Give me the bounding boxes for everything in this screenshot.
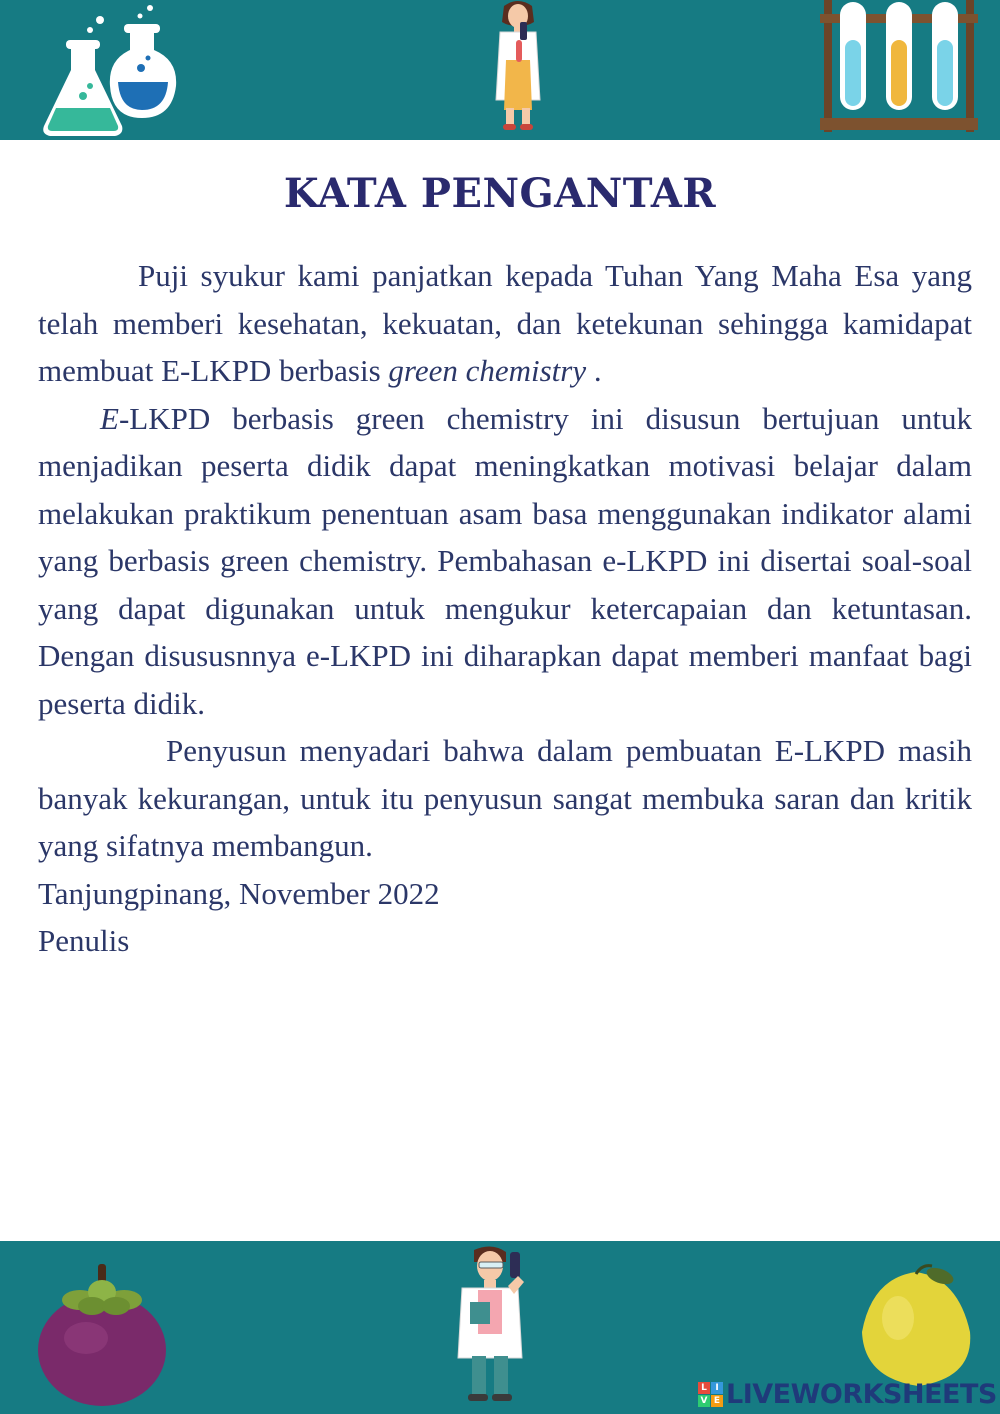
liveworksheets-watermark — [698, 1379, 997, 1409]
watermark-tile-v: V — [698, 1395, 710, 1407]
scientist-man-icon — [452, 1246, 532, 1406]
test-tube-rack-icon — [820, 0, 978, 135]
watermark-tile-e: E — [711, 1395, 723, 1407]
paragraph-purpose — [38, 395, 972, 728]
paragraph-intro-italic: green chemistry — [388, 353, 587, 388]
scientist-woman-icon — [488, 0, 548, 135]
paragraph-closing-text: Penyusun menyadari bahwa dalam pembuatan E-LKPD masih banyak kekurangan, untuk itu penyusun sangat membuka saran dan kritik yang sifatnya membangun. — [38, 733, 972, 863]
paragraph-purpose-italic: E — [100, 400, 119, 436]
paragraph-intro-end: . — [586, 353, 602, 388]
watermark-tile-i: I — [711, 1382, 723, 1394]
watermark-tile-l: L — [698, 1382, 710, 1394]
mangosteen-icon — [36, 1262, 170, 1408]
document-body — [38, 252, 972, 965]
page-title: KATA PENGANTAR — [283, 170, 717, 217]
paragraph-purpose-text: -LKPD berbasis green chemistry ini disusun bertujuan untuk menjadikan peserta didik dapat meningkatkan motivasi belajar dalam melakukan praktikum penentuan asam basa menggunakan indikator alami yang berbasis green chemistry. Pembahasan e-LKPD ini disertai soal-soal yang dapat digunakan untuk mengukur ketercapaian dan ketuntasan. Dengan disususnnya e-LKPD ini diharapkan dapat memberi manfaat bagi peserta didik. — [38, 400, 972, 721]
paragraph-intro-text: Puji syukur kami panjatkan kepada Tuhan Yang Maha Esa yang telah memberi kesehatan, kekuatan, dan ketekunan sehingga kamidapat membuat E-LKPD berbasis — [38, 258, 972, 388]
signature-place-date: Tanjungpinang, November 2022 — [38, 875, 440, 911]
lab-flasks-icon — [38, 0, 183, 140]
watermark-text: LIVEWORKSHEETS — [726, 1378, 997, 1410]
signature-author: Penulis — [38, 923, 130, 958]
paragraph-closing — [38, 727, 972, 870]
paragraph-intro — [38, 252, 972, 395]
pomelo-icon — [858, 1262, 976, 1392]
watermark-tiles — [698, 1382, 723, 1407]
